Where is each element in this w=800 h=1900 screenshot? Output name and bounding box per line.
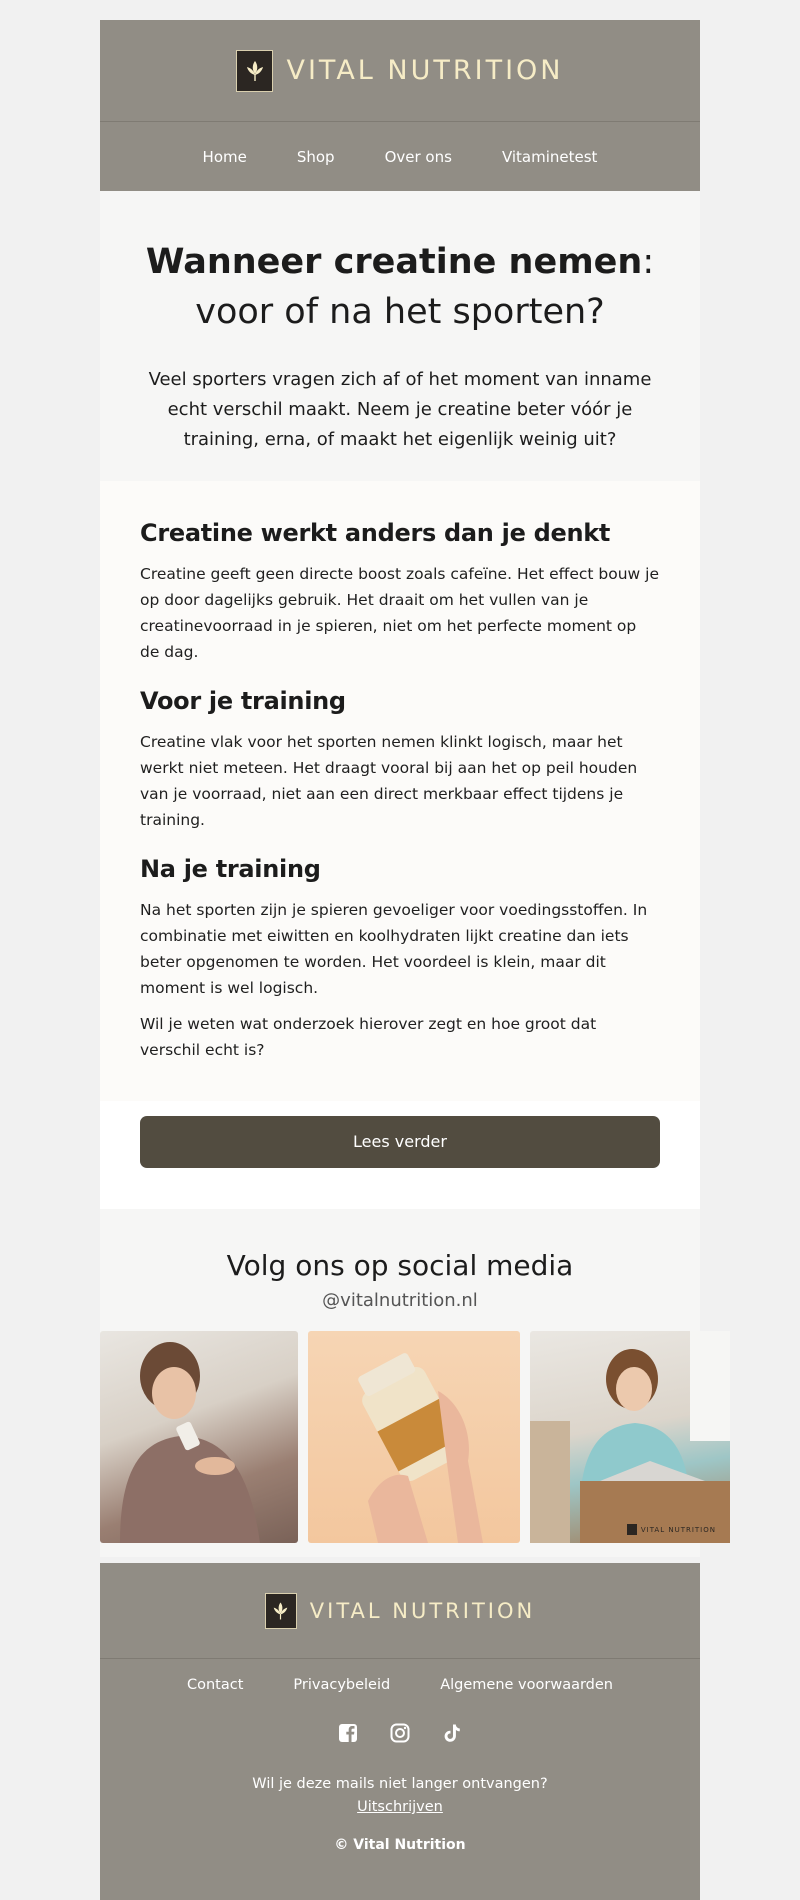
brand-logo[interactable] <box>100 20 700 122</box>
hero-title <box>100 237 700 337</box>
leaf-logo-icon <box>265 1593 297 1629</box>
hero-title-rest: voor of na het sporten? <box>195 292 605 332</box>
section-heading: Voor je training <box>140 687 346 715</box>
unsubscribe-block <box>100 1773 700 1819</box>
section-heading: Na je training <box>140 855 321 883</box>
footer-link-terms[interactable]: Algemene voorwaarden <box>440 1677 613 1693</box>
social-title: Volg ons op social media <box>226 1249 574 1282</box>
facebook-icon[interactable] <box>338 1723 358 1743</box>
nav-vitaminetest[interactable]: Vitaminetest <box>501 147 598 166</box>
unsubscribe-text: Wil je deze mails niet langer ontvangen? <box>252 1776 548 1792</box>
cta-section <box>100 1101 700 1209</box>
email-container <box>100 20 716 1900</box>
footer-social-icons <box>100 1723 700 1743</box>
unsubscribe-link[interactable]: Uitschrijven <box>357 1799 443 1815</box>
social-photo-grid <box>100 1331 716 1543</box>
main-nav <box>100 122 700 191</box>
photo-watermark-text: VITAL NUTRITION <box>640 1525 716 1534</box>
nav-over-ons[interactable]: Over ons <box>384 147 452 166</box>
article-section <box>140 519 660 665</box>
brand-name: VITAL NUTRITION <box>286 55 564 86</box>
social-photo-woman-pills[interactable] <box>100 1331 298 1543</box>
section-heading: Creatine werkt anders dan je denkt <box>140 519 611 547</box>
section-body: Creatine vlak voor het sporten nemen klinkt logisch, maar het werkt niet meteen. Het draagt vooral bij aan het op peil houden van je voorraad, niet aan een direct merkbaar effect tijdens je training. <box>140 733 638 829</box>
footer-brand-logo[interactable] <box>100 1563 700 1659</box>
nav-shop[interactable]: Shop <box>296 147 335 166</box>
read-more-button[interactable]: Lees verder <box>140 1116 660 1168</box>
article-section <box>140 855 660 1063</box>
article-section <box>140 687 660 833</box>
footer-brand-name: VITAL NUTRITION <box>309 1598 536 1623</box>
hero-intro: Veel sporters vragen zich af of het moment van inname echt verschil maakt. Neem je creatine beter vóór je training, erna, of maakt het eigenlijk weinig uit? <box>148 369 652 450</box>
footer-link-contact[interactable]: Contact <box>186 1677 244 1693</box>
article <box>100 481 700 1101</box>
social-photo-hands-bottle[interactable] <box>308 1331 520 1543</box>
leaf-logo-icon <box>627 1524 637 1535</box>
social-photo-woman-package[interactable] <box>530 1331 730 1543</box>
social-section <box>100 1209 716 1557</box>
hero <box>100 191 700 481</box>
section-body: Creatine geeft geen directe boost zoals cafeïne. Het effect bouw je op door dagelijks gebruik. Het draait om het vullen van je creatinevoorraad in je spieren, niet om het perfecte moment op de dag. <box>140 565 660 661</box>
photo-watermark <box>627 1524 716 1535</box>
tiktok-icon[interactable] <box>442 1723 462 1743</box>
hero-title-colon: : <box>642 242 655 282</box>
copyright: © Vital Nutrition <box>334 1837 466 1853</box>
leaf-logo-icon <box>236 50 273 92</box>
section-body: Na het sporten zijn je spieren gevoeliger voor voedingsstoffen. In combinatie met eiwitten en koolhydraten lijkt creatine dan iets beter opgenomen te worden. Het voordeel is klein, maar dit moment is wel logisch. <box>140 901 648 997</box>
footer-link-privacy[interactable]: Privacybeleid <box>293 1677 391 1693</box>
footer <box>100 1563 700 1900</box>
instagram-icon[interactable] <box>390 1723 410 1743</box>
footer-links <box>100 1677 700 1693</box>
hero-title-bold: Wanneer creatine nemen <box>145 242 643 282</box>
nav-home[interactable]: Home <box>202 147 247 166</box>
article-outro: Wil je weten wat onderzoek hierover zegt en hoe groot dat verschil echt is? <box>140 1015 597 1059</box>
header <box>100 20 700 191</box>
social-handle[interactable]: @vitalnutrition.nl <box>322 1290 478 1311</box>
